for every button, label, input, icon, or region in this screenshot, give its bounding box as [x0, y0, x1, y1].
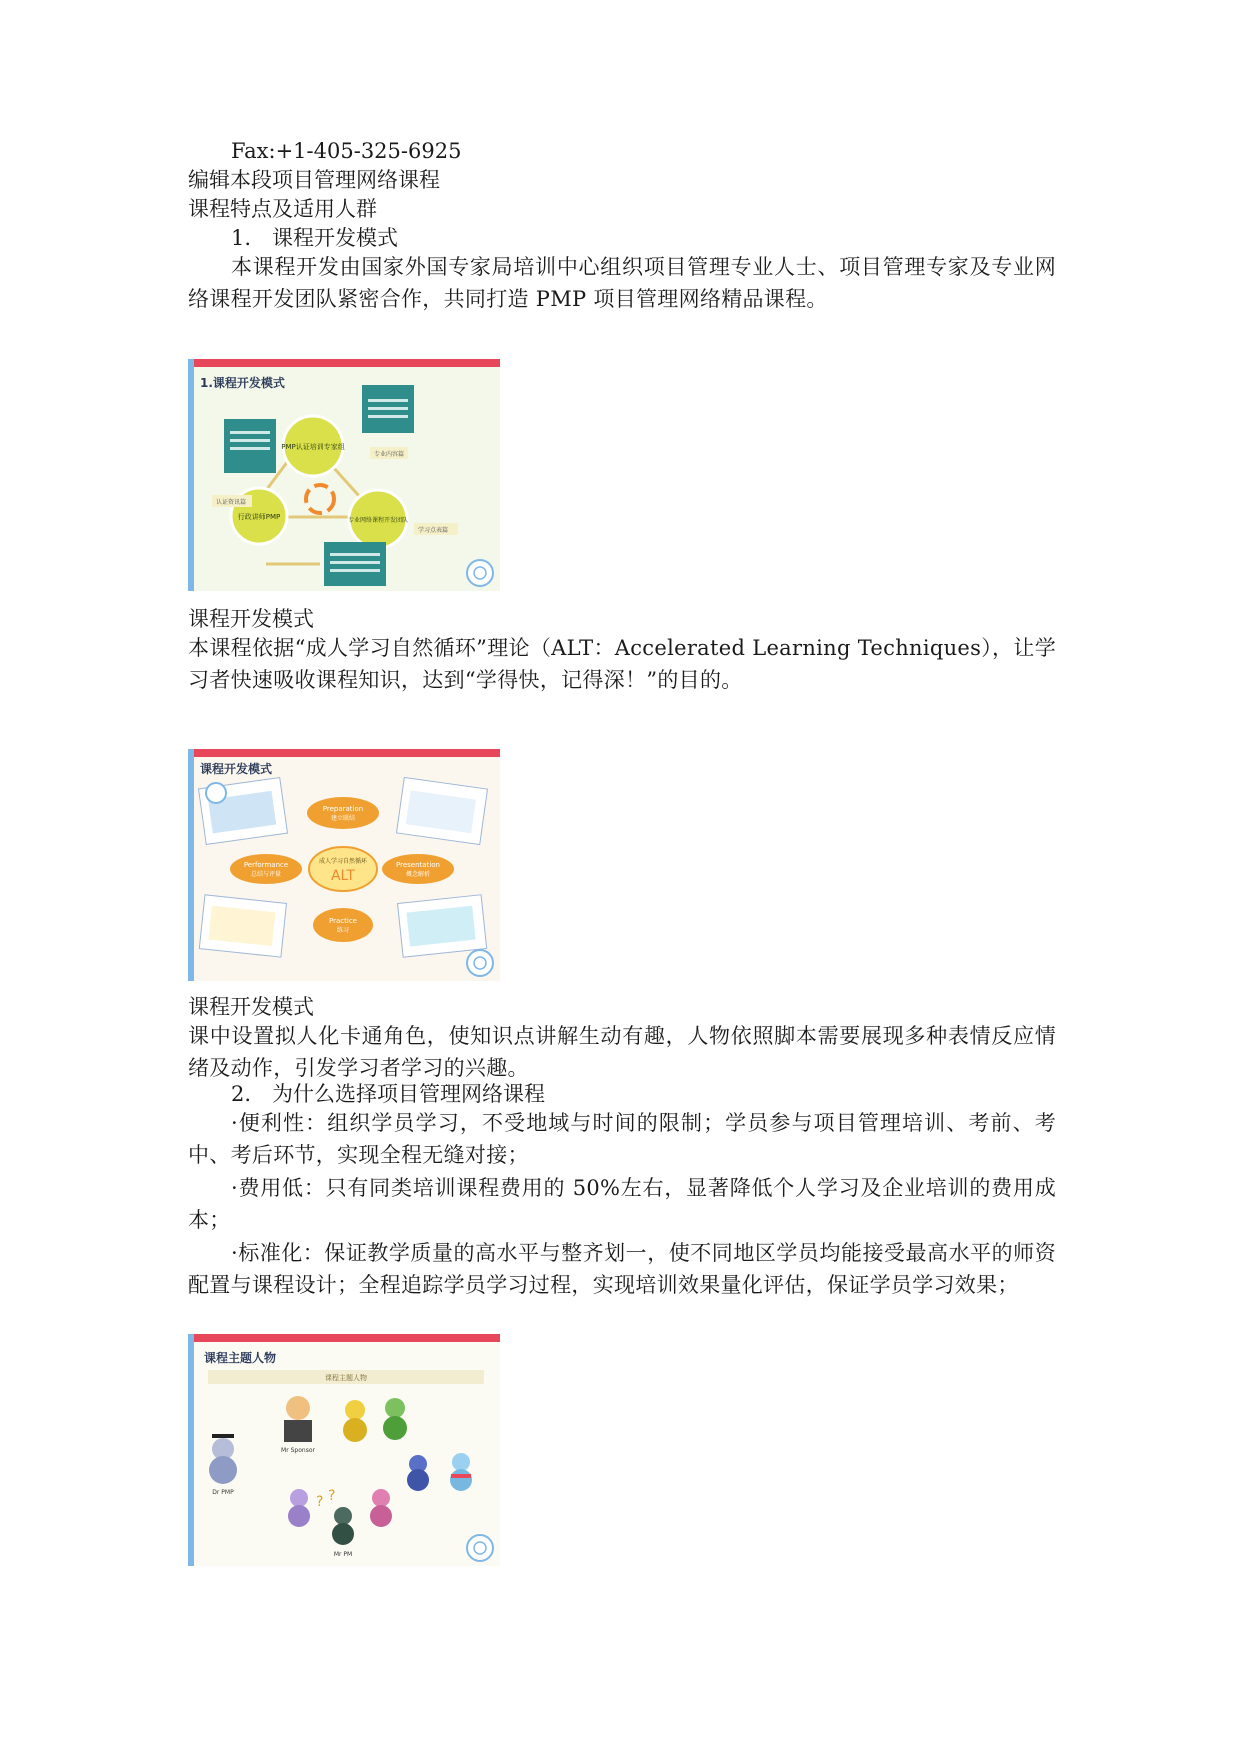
features-heading: 课程特点及适用人群 — [188, 197, 377, 221]
node-left-label: 行政讲师PMP — [237, 513, 281, 521]
svg-text:?: ? — [328, 1488, 336, 1504]
slide-1-graphic — [188, 359, 500, 591]
step-3-cn: 练习 — [336, 927, 350, 934]
slide-1-title: 1.课程开发模式 — [200, 376, 285, 390]
caption-2: 课程开发模式 — [188, 995, 314, 1019]
paragraph-3: 课中设置拟人化卡通角色，使知识点讲解生动有趣，人物依照脚本需要展现多种表情反应情绪及动作，引发学习者学习的兴趣。 — [188, 1024, 1056, 1080]
step-4-cn: 总结与评量 — [250, 871, 282, 878]
slide-image-3 — [188, 1334, 500, 1566]
slide-3-graphic — [188, 1334, 500, 1566]
paragraph-1: 本课程开发由国家外国专家局培训中心组织项目管理专业人士、项目管理专家及专业网络课程开发团队紧密合作，共同打造 PMP 项目管理网络精品课程。 — [188, 255, 1056, 311]
tag-top-label: 专业内容篇 — [374, 451, 405, 458]
slide-image-2 — [188, 749, 500, 981]
bullet-low-cost: ·费用低：只有同类培训课程费用的 50%左右，显著降低个人学习及企业培训的费用成本； — [188, 1176, 1056, 1232]
svg-text:?: ? — [316, 1494, 324, 1510]
slide-2-title: 课程开发模式 — [200, 762, 273, 776]
fax-line: Fax:+1-405-325-6925 — [231, 139, 462, 163]
slide-image-1 — [188, 359, 500, 591]
paragraph-2: 本课程依据“成人学习自然循环”理论（ALT：Accelerated Learning Techniques），让学习者快速吸收课程知识，达到“学得快，记得深！”的目的。 — [188, 636, 1056, 692]
slide-2-graphic — [188, 749, 500, 981]
item-1-heading: 1. 课程开发模式 — [231, 226, 399, 250]
slide-3-banner: 课程主题人物 — [325, 1374, 367, 1382]
step-4-en: Performance — [243, 861, 289, 869]
center-big: ALT — [330, 868, 356, 884]
node-right-label: 专业网络课程开发团队 — [347, 517, 409, 524]
step-1-en: Preparation — [322, 805, 364, 813]
char-mr-pm: Mr PM — [333, 1551, 353, 1558]
tag-right-label: 学习点表篇 — [418, 527, 449, 534]
step-3-en: Practice — [329, 917, 357, 925]
caption-1: 课程开发模式 — [188, 607, 314, 631]
step-1-cn: 建立联结 — [330, 815, 356, 822]
item-2-heading: 2. 为什么选择项目管理网络课程 — [231, 1082, 546, 1106]
edit-section-heading: 编辑本段项目管理网络课程 — [188, 168, 440, 192]
char-mr-sponsor: Mr Sponsor — [281, 1447, 315, 1454]
bullet-standardization: ·标准化：保证教学质量的高水平与整齐划一，使不同地区学员均能接受最高水平的师资配置与课程设计；全程追踪学员学习过程，实现培训效果量化评估，保证学员学习效果； — [188, 1241, 1056, 1297]
char-dr-pmp: Dr PMP — [212, 1489, 234, 1496]
node-top-label: PMP认证培训专家组 — [281, 443, 345, 451]
center-label: 成人学习自然循环 — [318, 858, 368, 865]
bullet-convenience: ·便利性：组织学员学习，不受地域与时间的限制；学员参与项目管理培训、考前、考中、考后环节，实现全程无缝对接； — [188, 1111, 1056, 1167]
step-2-cn: 概念解析 — [405, 871, 431, 878]
slide-3-title: 课程主题人物 — [204, 1351, 277, 1365]
tag-left-label: 认证资讯篇 — [216, 499, 247, 506]
step-2-en: Presentation — [396, 861, 440, 869]
